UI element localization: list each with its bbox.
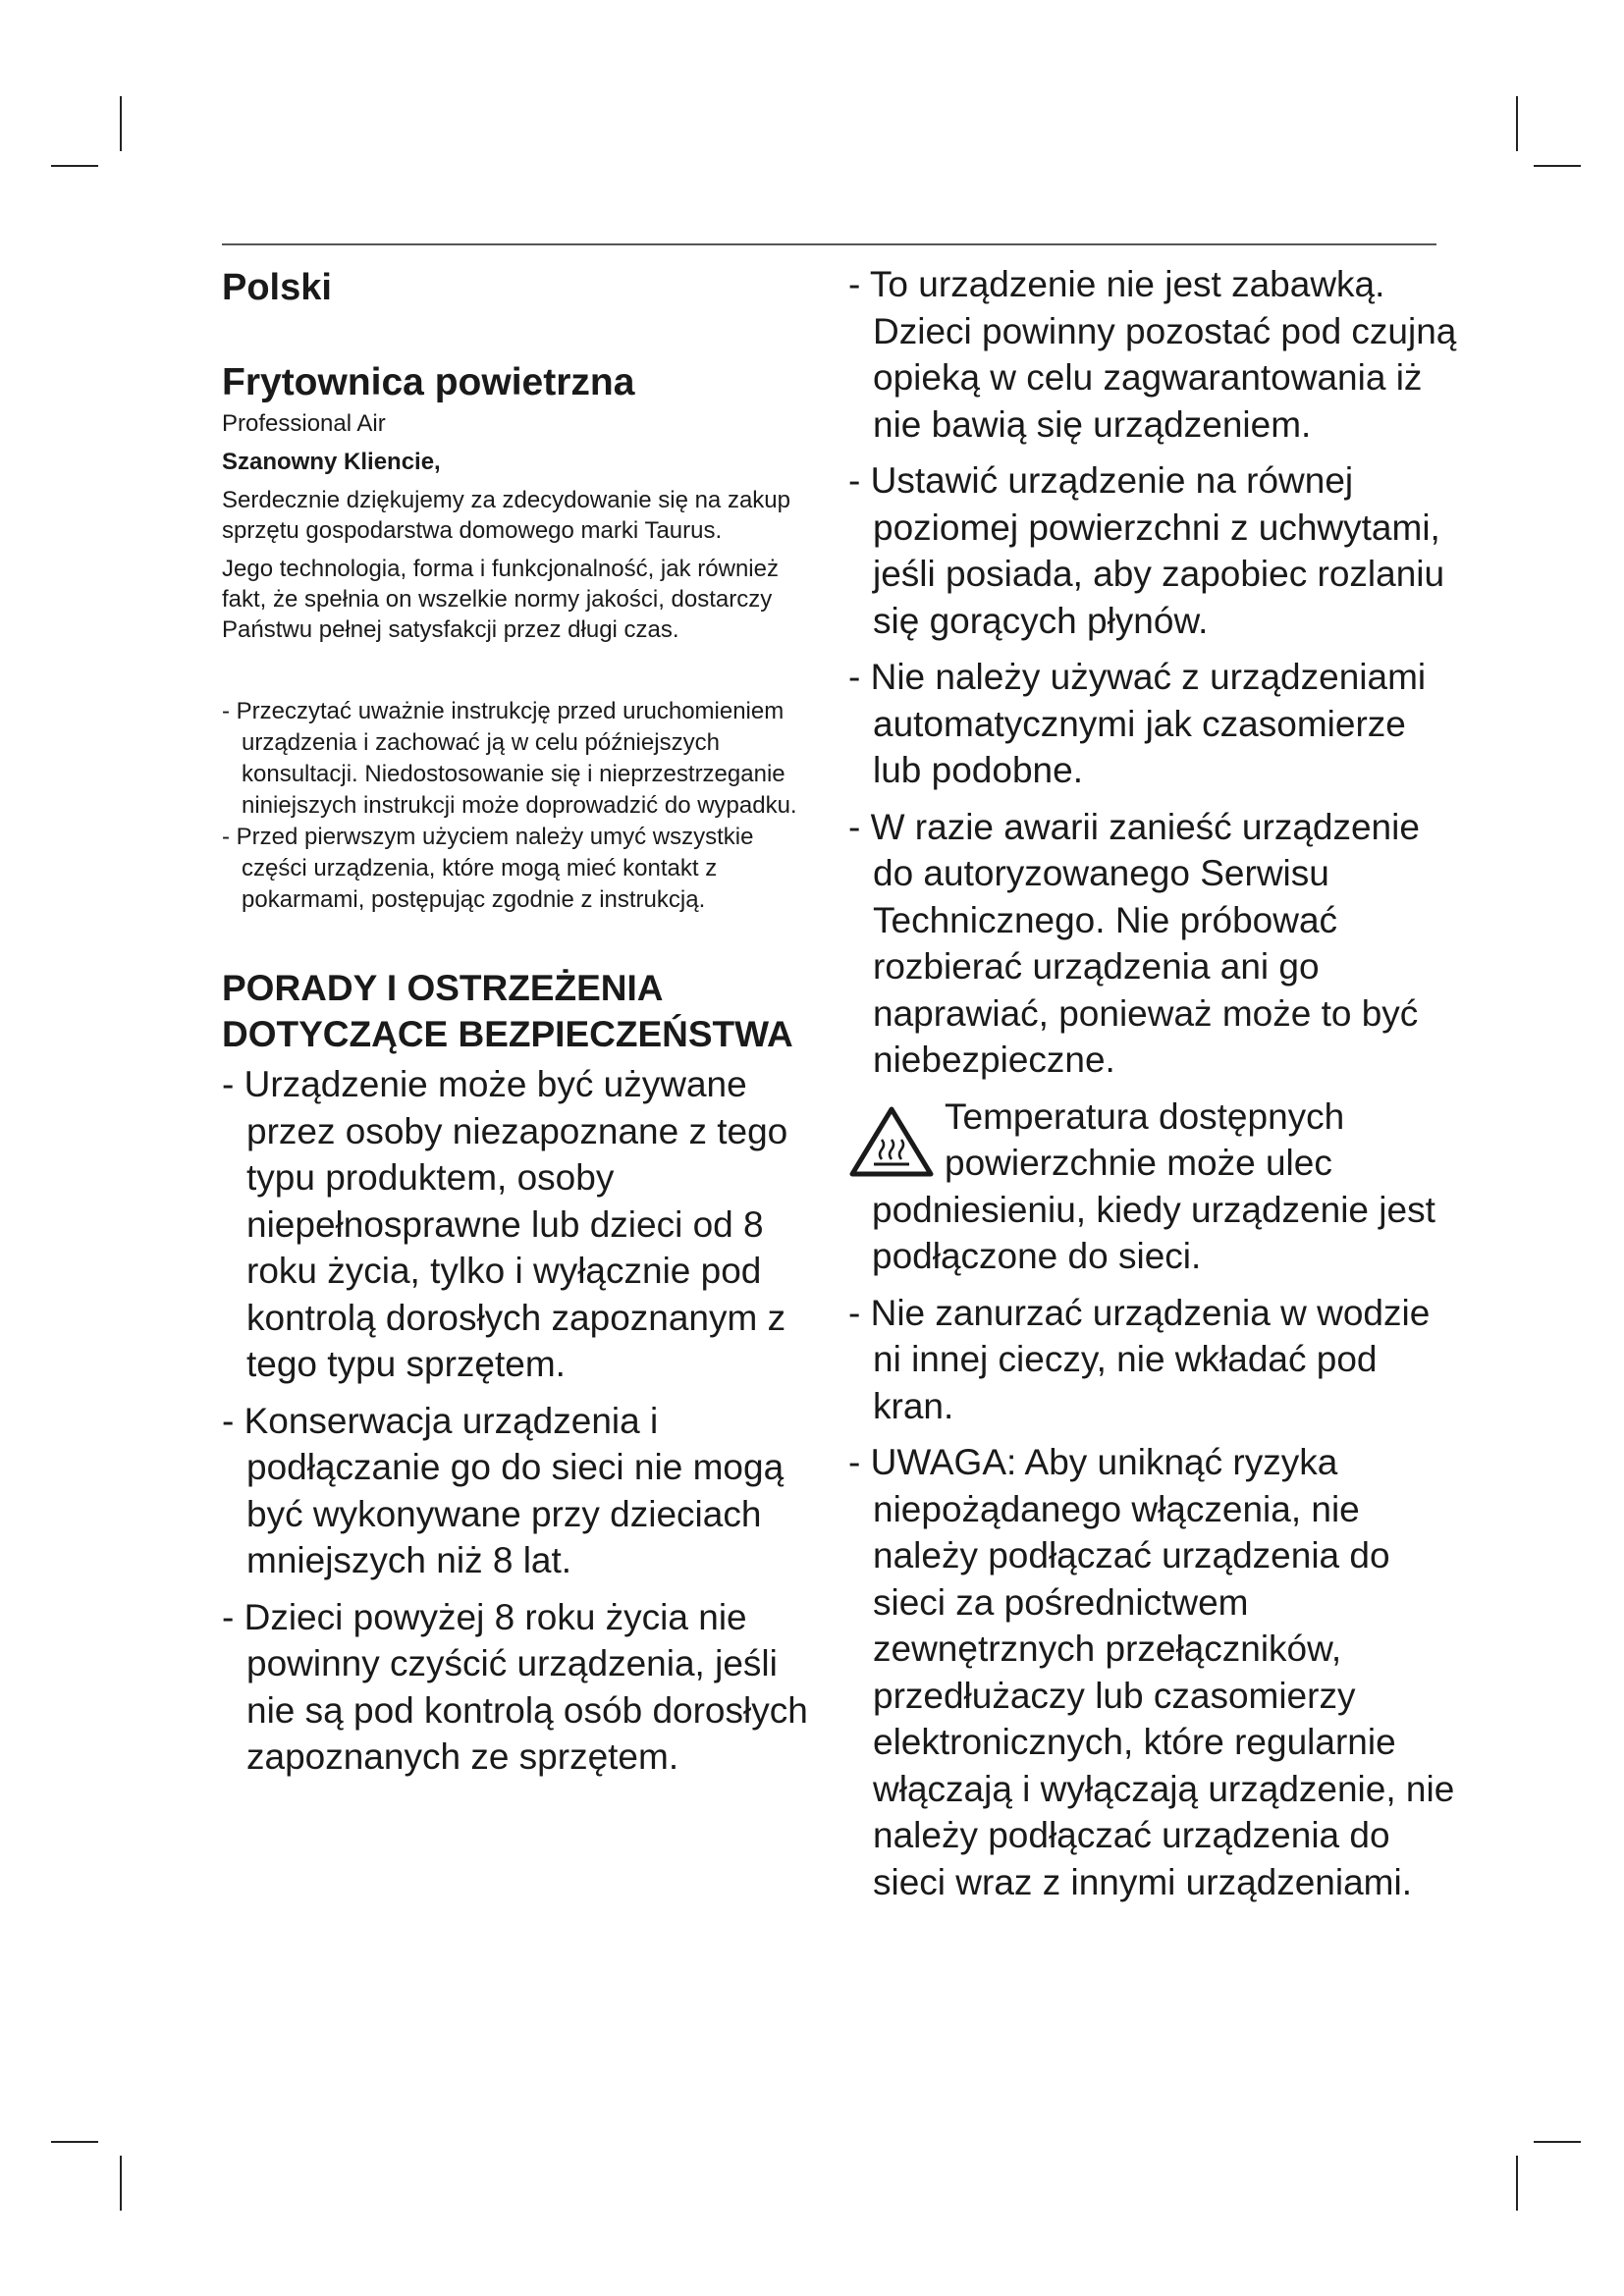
header-rule [222, 243, 1436, 245]
list-item: - UWAGA: Aby uniknąć ryzyka niepożądanego włączenia, nie należy podłączać urządzenia do sieci za pośrednictwem zewnętrznych przełączników, przedłużaczy lub czasomierzy elektronicznych, które regularnie włączają i wyłączają urządzenie, nie należy podłączać urządzenia do sieci wraz z innymi urządzeniami. [848, 1442, 1455, 1902]
safety-list-left [222, 1061, 821, 1781]
list-item: - Przeczytać uważnie instrukcję przed uruchomieniem urządzenia i zachować ją w celu późniejszych konsultacji. Niedostosowanie się i nieprzestrzeganie niniejszych instrukcji może doprowadzić do wypadku. [222, 698, 797, 819]
crop-mark [51, 165, 98, 167]
list-item: - Urządzenie może być używane przez osoby niezapoznane z tego typu produktem, osoby niepełnosprawne lub dzieci od 8 roku życia, tylko i wyłącznie pod kontrolą dorosłych zapoznanym z tego typu sprzętem. [222, 1064, 788, 1384]
list-item: - Dzieci powyżej 8 roku życia nie powinny czyścić urządzenia, jeśli nie są pod kontrolą osób dorosłych zapoznanych ze sprzętem. [222, 1596, 808, 1777]
hot-surface-warning [848, 1094, 1457, 1280]
list-item: - To urządzenie nie jest zabawką. Dzieci powinny pozostać pod czujną opieką w celu zagwarantowania iż nie bawią się urządzeniem. [848, 264, 1457, 445]
intro-block [222, 447, 821, 645]
list-item: - Przed pierwszym użyciem należy umyć wszystkie części urządzenia, które mogą mieć kontakt z pokarmami, postępując zgodnie z instrukcją. [222, 824, 754, 913]
list-item: - Konserwacja urządzenia i podłączanie go do sieci nie mogą być wykonywane przy dzieciach mniejszych niż 8 lat. [222, 1400, 785, 1580]
left-column [222, 261, 821, 1790]
hot-surface-warning-text: Temperatura dostępnych powierzchnie może ulec podniesieniu, kiedy urządzenie jest podłączone do sieci. [872, 1095, 1435, 1276]
instructions-list [222, 696, 821, 916]
hot-surface-warning-icon [848, 1105, 935, 1178]
crop-mark [120, 96, 122, 151]
intro-paragraph: Jego technologia, forma i funkcjonalność, jak również fakt, że spełnia on wszelkie normy jakości, dostarczy Państwu pełnej satysfakcji przez długi czas. [222, 556, 779, 643]
crop-mark [1516, 96, 1518, 151]
language-heading: Polski [222, 267, 332, 308]
crop-mark [1534, 2141, 1581, 2143]
crop-mark [120, 2156, 122, 2211]
crop-mark [51, 2141, 98, 2143]
intro-paragraph: Serdecznie dziękujemy za zdecydowanie się na zakup sprzętu gospodarstwa domowego marki Taurus. [222, 487, 790, 544]
crop-mark [1534, 165, 1581, 167]
product-title: Frytownica powietrzna [222, 361, 635, 403]
crop-mark [1516, 2156, 1518, 2211]
list-item: - Ustawić urządzenie na równej poziomej powierzchni z uchwytami, jeśli posiada, aby zapobiec rozlaniu się gorących płynów. [848, 460, 1445, 641]
list-item: - Nie zanurzać urządzenia w wodzie ni innej cieczy, nie wkładać pod kran. [848, 1292, 1431, 1426]
list-item: - Nie należy używać z urządzeniami automatycznymi jak czasomierze lub podobne. [848, 657, 1427, 790]
safety-section-title: PORADY I OSTRZEŻENIA DOTYCZĄCE BEZPIECZEŃSTWA [222, 968, 793, 1054]
list-item: - W razie awarii zanieść urządzenie do autoryzowanego Serwisu Technicznego. Nie próbować rozbierać urządzenia ani go naprawiać, ponieważ może to być niebezpieczne. [848, 806, 1420, 1080]
product-model: Professional Air [222, 410, 386, 437]
right-column [848, 261, 1457, 1915]
salutation: Szanowny Kliencie, [222, 449, 441, 475]
